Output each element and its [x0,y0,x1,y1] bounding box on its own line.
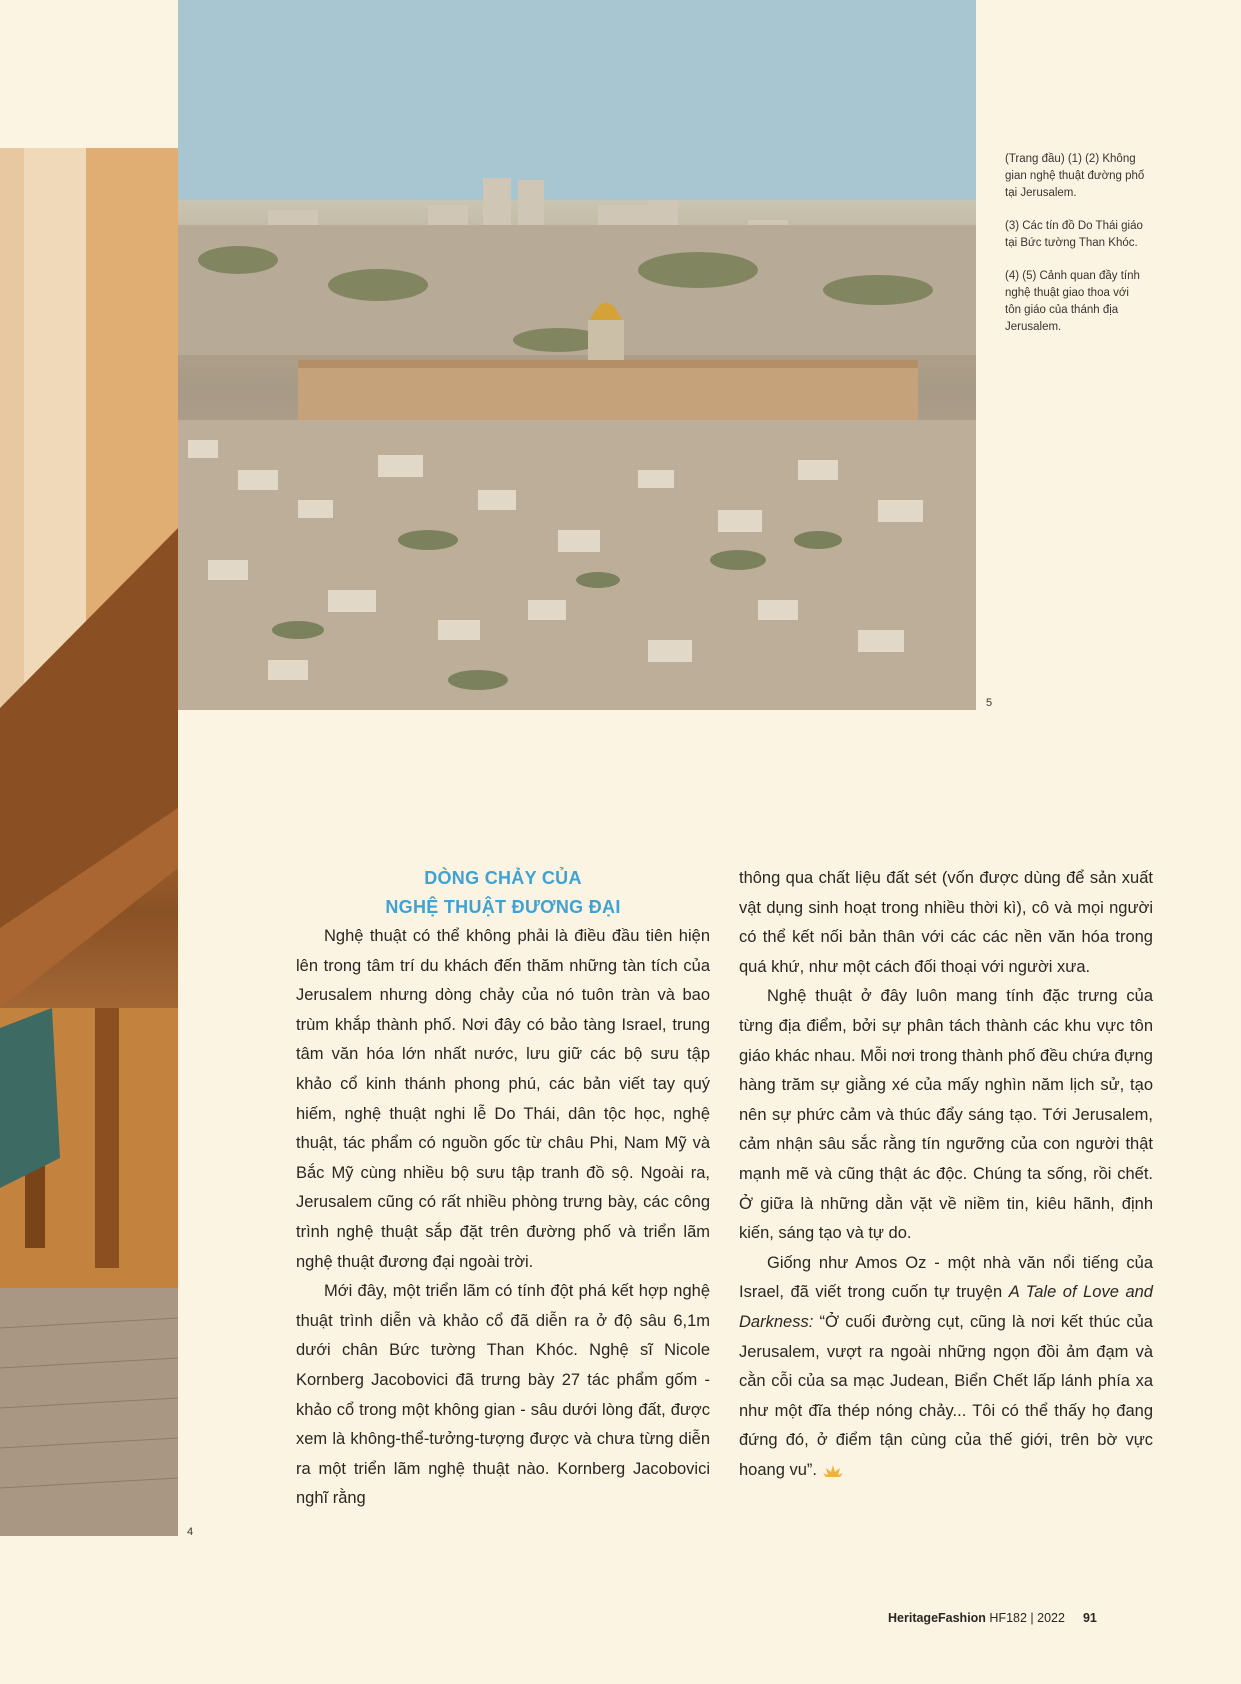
cityscape-illustration [178,0,976,710]
paragraph: Mới đây, một triển lãm có tính đột phá kết hợp nghệ thuật trình diễn và khảo cổ đã diễn ra ở độ sâu 6,1m dưới chân Bức tường Than Khóc. Nghệ sĩ Nicole Kornberg Jacobovici đã trưng bày 27 tác phẩm gốm - khảo cổ trong một không gian - sâu dưới lòng đất, được xem là không-thể-tưởng-tượng được và chưa từng diễn ra một triển lãm nghệ thuật nào. Kornberg Jacobovici nghĩ rằng [296,1282,710,1508]
archway-illustration [0,148,178,1536]
quote-intro: Giống như Amos Oz - một nhà văn nổi tiếng của Israel, đã viết trong cuốn tự truyện [739,1253,1153,1302]
book-title: A Tale of Love and Darkness: [739,1283,1153,1331]
magazine-brand: HeritageFashion [888,1611,986,1625]
lotus-end-icon [822,1464,844,1478]
paragraph: Nghệ thuật có thể không phải là điều đầu tiên hiện lên trong tâm trí du khách đến thăm những tàn tích của Jerusalem nhưng dòng chảy của nó tuôn tràn và bao trùm khắp thành phố. Nơi đây có bảo tàng Israel, trung tâm văn hóa lớn nhất nước, lưu giữ các bộ sưu tập khảo cổ kinh thánh phong phú, các bản viết tay quý hiếm, nghệ thuật nghi lễ Do Thái, dân tộc học, nghệ thuật, tác phẩm có nguồn gốc từ châu Phi, Nam Mỹ và Bắc Mỹ cùng nhiều bộ sưu tập tranh đồ sộ. Ngoài ra, Jerusalem cũng có rất nhiều phòng trưng bày, các công trình nghệ thuật sắp đặt trên đường phố và triển lãm nghệ thuật đương đại ngoài trời. [296,927,710,1271]
issue-info: HF182 | 2022 [985,1611,1065,1625]
paragraph-quote [739,1249,1153,1486]
quote-text: “Ở cuối đường cụt, cũng là nơi kết thúc của Jerusalem, vượt ra ngoài những ngọn đồi ảm đạm và cằn cỗi của sa mạc Judean, Biển Chết lấp lánh phía xa như một đĩa thép nóng chảy... Tôi có thể thấy họ đang đứng đó, ở điểm tận cùng của thế giới, trên bờ vực hoang vu”. [739,1312,1153,1479]
caption-2: (3) Các tín đồ Do Thái giáo tại Bức tường Than Khóc. [1005,220,1143,249]
caption-1: (Trang đầu) (1) (2) Không gian nghệ thuật đường phố tại Jerusalem. [1005,153,1145,199]
headline-line-1: DÒNG CHẢY CỦA [424,868,582,888]
paragraph-continued: thông qua chất liệu đất sét (vốn được dùng để sản xuất vật dụng sinh hoạt trong nhiều thời kì), cô và mọi người có thể kết nối bản thân với các các nền văn hóa trong quá khứ, như một cách đối thoại với người xưa. [739,869,1153,976]
paragraph: Nghệ thuật ở đây luôn mang tính đặc trưng của từng địa điểm, bởi sự phân tách thành các khu vực tôn giáo khác nhau. Mỗi nơi trong thành phố đều chứa đựng hàng trăm sự giằng xé của mấy nghìn năm lịch sử, tạo nên sự phức cảm và thúc đẩy sáng tạo. Tới Jerusalem, cảm nhận sâu sắc rằng tín ngưỡng của con người thật mạnh mẽ và cũng thật ác độc. Chúng ta sống, rồi chết. Ở giữa là những dằn vặt về niềm tin, kiêu hãnh, định kiến, sáng tạo và tự do. [739,987,1153,1243]
article-column-2 [739,864,1153,1485]
photo-captions [1005,151,1145,352]
article-column-1 [296,922,710,1514]
caption-3: (4) (5) Cảnh quan đầy tính nghệ thuật giao thoa với tôn giáo của thánh địa Jerusalem. [1005,270,1140,333]
page-footer [888,1611,1097,1625]
photo-number-4: 4 [187,1526,194,1538]
photo-number-5: 5 [986,697,993,709]
headline-line-2: NGHỆ THUẬT ĐƯƠNG ĐẠI [385,897,621,917]
photo-jerusalem-cityscape [178,0,976,710]
page-number: 91 [1082,1611,1097,1625]
section-headline [296,864,710,922]
photo-stone-archway [0,148,178,1536]
